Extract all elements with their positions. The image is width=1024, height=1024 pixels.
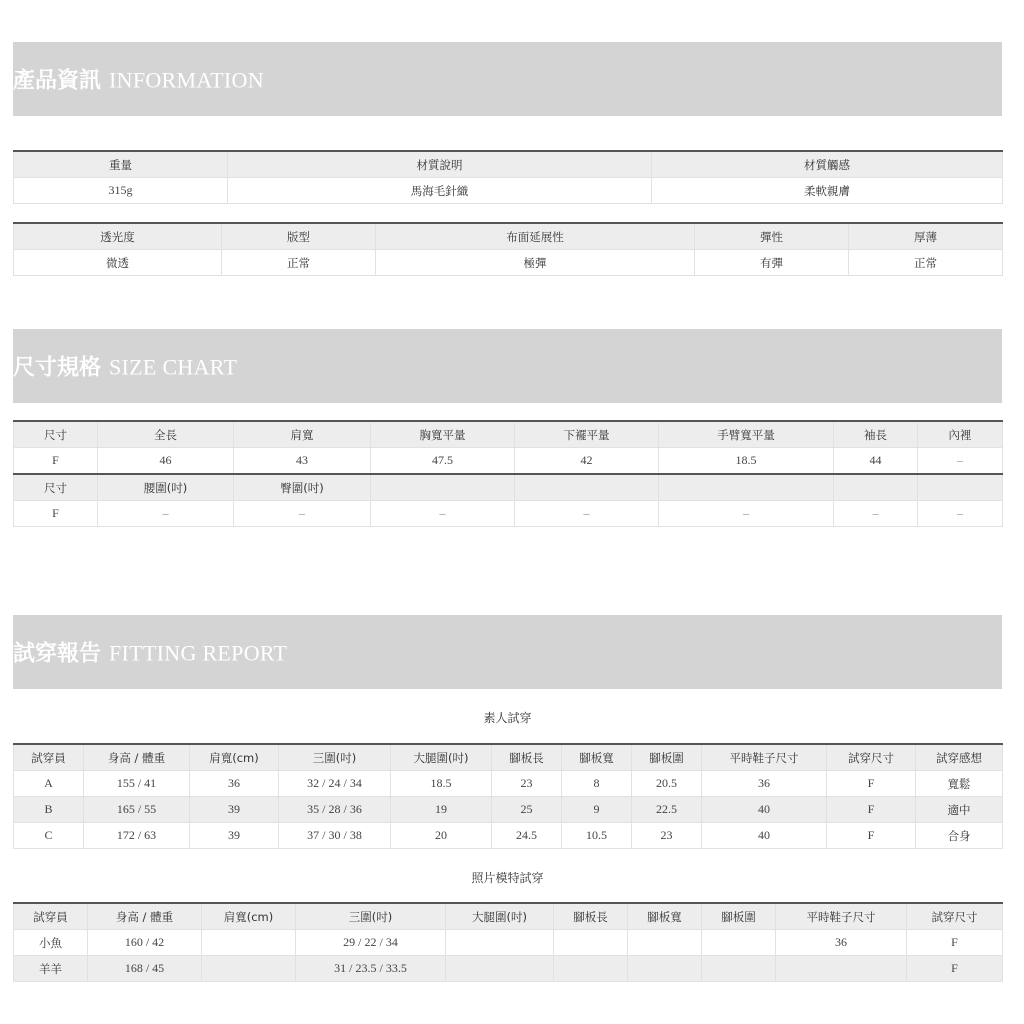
shoulder-header: 肩寬 bbox=[234, 421, 371, 448]
shoulder-cm: 39 bbox=[190, 797, 279, 823]
shoulder-cm: 39 bbox=[190, 823, 279, 849]
measurements: 37 / 30 / 38 bbox=[279, 823, 391, 849]
fitter-name: A bbox=[14, 771, 84, 797]
foot-width: 9 bbox=[562, 797, 632, 823]
waist-header: 腰圍(吋) bbox=[98, 474, 234, 501]
fitting-report-section-header bbox=[13, 615, 1002, 689]
empty-value: – bbox=[515, 501, 659, 527]
model-header-row bbox=[14, 903, 1003, 930]
shoulder-cm bbox=[202, 930, 296, 956]
thigh: 18.5 bbox=[391, 771, 492, 797]
height-weight-header: 身高 / 體重 bbox=[84, 744, 190, 771]
size-value-row-2 bbox=[14, 501, 1003, 527]
empty-header bbox=[659, 474, 834, 501]
measurements: 32 / 24 / 34 bbox=[279, 771, 391, 797]
hem-value: 42 bbox=[515, 448, 659, 475]
information-section-header bbox=[13, 42, 1002, 116]
height-weight: 155 / 41 bbox=[84, 771, 190, 797]
thigh bbox=[446, 930, 554, 956]
fitter-name: C bbox=[14, 823, 84, 849]
foot-girth: 22.5 bbox=[632, 797, 702, 823]
height-weight: 168 / 45 bbox=[88, 956, 202, 982]
hip-header: 臀圍(吋) bbox=[234, 474, 371, 501]
hem-header: 下襬平量 bbox=[515, 421, 659, 448]
height-weight-header: 身高 / 體重 bbox=[88, 903, 202, 930]
empty-header bbox=[918, 474, 1003, 501]
shoulder-cm: 36 bbox=[190, 771, 279, 797]
information-title bbox=[13, 64, 264, 95]
measurements: 29 / 22 / 34 bbox=[296, 930, 446, 956]
fit-type-value: 正常 bbox=[222, 250, 376, 276]
fitting-report-title-en: FITTING REPORT bbox=[109, 640, 288, 666]
empty-value: – bbox=[834, 501, 918, 527]
measurements: 35 / 28 / 36 bbox=[279, 797, 391, 823]
transparency-header: 透光度 bbox=[14, 223, 222, 250]
sleeve-header: 袖長 bbox=[834, 421, 918, 448]
thickness-value: 正常 bbox=[849, 250, 1003, 276]
size-chart-title bbox=[13, 351, 237, 382]
length-value: 46 bbox=[98, 448, 234, 475]
height-weight: 160 / 42 bbox=[88, 930, 202, 956]
empty-header bbox=[371, 474, 515, 501]
thigh-header: 大腿圍(吋) bbox=[391, 744, 492, 771]
fitter-name: B bbox=[14, 797, 84, 823]
empty-value: – bbox=[371, 501, 515, 527]
foot-girth: 20.5 bbox=[632, 771, 702, 797]
thigh-header: 大腿圍(吋) bbox=[446, 903, 554, 930]
foot-girth bbox=[702, 956, 776, 982]
foot-length: 25 bbox=[492, 797, 562, 823]
information-title-zh: 產品資訊 bbox=[13, 68, 102, 94]
fit-size: F bbox=[907, 930, 1003, 956]
empty-value: – bbox=[659, 501, 834, 527]
material-desc-value: 馬海毛針織 bbox=[228, 178, 652, 204]
material-feel-header: 材質觸感 bbox=[652, 151, 1003, 178]
material-table bbox=[13, 150, 1003, 204]
arm-width-value: 18.5 bbox=[659, 448, 834, 475]
elasticity-value: 有彈 bbox=[695, 250, 849, 276]
shoe-size: 36 bbox=[776, 930, 907, 956]
chest-header: 胸寬平量 bbox=[371, 421, 515, 448]
sleeve-value: 44 bbox=[834, 448, 918, 475]
measurements-header: 三圍(吋) bbox=[296, 903, 446, 930]
measurements-header: 三圍(吋) bbox=[279, 744, 391, 771]
fit-type-header: 版型 bbox=[222, 223, 376, 250]
table-row bbox=[14, 930, 1003, 956]
foot-girth-header: 腳板圍 bbox=[632, 744, 702, 771]
fit-feedback: 寬鬆 bbox=[916, 771, 1003, 797]
size-chart-table bbox=[13, 420, 1003, 527]
chest-value: 47.5 bbox=[371, 448, 515, 475]
size-header-2: 尺寸 bbox=[14, 474, 98, 501]
foot-length bbox=[554, 956, 628, 982]
amateur-fitting-caption: 素人試穿 bbox=[483, 711, 532, 725]
foot-length-header: 腳板長 bbox=[554, 903, 628, 930]
model-name: 小魚 bbox=[14, 930, 88, 956]
table-row bbox=[14, 823, 1003, 849]
table-row bbox=[14, 797, 1003, 823]
fabric-properties-table bbox=[13, 222, 1003, 276]
shoe-size: 40 bbox=[702, 823, 827, 849]
foot-girth: 23 bbox=[632, 823, 702, 849]
foot-girth-header: 腳板圍 bbox=[702, 903, 776, 930]
foot-length: 24.5 bbox=[492, 823, 562, 849]
fit-size-header: 試穿尺寸 bbox=[827, 744, 916, 771]
thickness-header: 厚薄 bbox=[849, 223, 1003, 250]
size-header-row-2 bbox=[14, 474, 1003, 501]
foot-width bbox=[628, 930, 702, 956]
fit-feedback: 合身 bbox=[916, 823, 1003, 849]
lining-header: 內裡 bbox=[918, 421, 1003, 448]
material-feel-value: 柔軟親膚 bbox=[652, 178, 1003, 204]
foot-width-header: 腳板寬 bbox=[628, 903, 702, 930]
model-fitting-table bbox=[13, 902, 1003, 982]
shoulder-cm-header: 肩寬(cm) bbox=[190, 744, 279, 771]
foot-width: 10.5 bbox=[562, 823, 632, 849]
weight-value: 315g bbox=[14, 178, 228, 204]
size-value-2: F bbox=[14, 501, 98, 527]
fit-size: F bbox=[827, 771, 916, 797]
shoe-size bbox=[776, 956, 907, 982]
table-row bbox=[14, 956, 1003, 982]
fit-size-header: 試穿尺寸 bbox=[907, 903, 1003, 930]
foot-length bbox=[554, 930, 628, 956]
empty-header bbox=[834, 474, 918, 501]
fitting-report-title bbox=[13, 637, 287, 668]
empty-header bbox=[515, 474, 659, 501]
material-desc-header: 材質說明 bbox=[228, 151, 652, 178]
shoe-size-header: 平時鞋子尺寸 bbox=[702, 744, 827, 771]
table-row bbox=[14, 771, 1003, 797]
fitting-table bbox=[13, 743, 1003, 849]
fit-feedback: 適中 bbox=[916, 797, 1003, 823]
fit-size: F bbox=[827, 823, 916, 849]
thigh: 19 bbox=[391, 797, 492, 823]
size-header-row-1 bbox=[14, 421, 1003, 448]
shoe-size: 36 bbox=[702, 771, 827, 797]
fitting-header-row bbox=[14, 744, 1003, 771]
elasticity-header: 彈性 bbox=[695, 223, 849, 250]
shoulder-cm-header: 肩寬(cm) bbox=[202, 903, 296, 930]
transparency-value: 微透 bbox=[14, 250, 222, 276]
empty-value: – bbox=[918, 501, 1003, 527]
foot-width: 8 bbox=[562, 771, 632, 797]
shoe-size-header: 平時鞋子尺寸 bbox=[776, 903, 907, 930]
thigh bbox=[446, 956, 554, 982]
fitter-header: 試穿員 bbox=[14, 903, 88, 930]
size-chart-section-header bbox=[13, 329, 1002, 403]
fit-size: F bbox=[827, 797, 916, 823]
thigh: 20 bbox=[391, 823, 492, 849]
shoe-size: 40 bbox=[702, 797, 827, 823]
model-fitting-caption: 照片模特試穿 bbox=[471, 871, 544, 885]
weight-header: 重量 bbox=[14, 151, 228, 178]
waist-value: – bbox=[98, 501, 234, 527]
fitter-header: 試穿員 bbox=[14, 744, 84, 771]
height-weight: 172 / 63 bbox=[84, 823, 190, 849]
size-header: 尺寸 bbox=[14, 421, 98, 448]
information-title-en: INFORMATION bbox=[109, 67, 264, 93]
lining-value: – bbox=[918, 448, 1003, 475]
foot-length: 23 bbox=[492, 771, 562, 797]
stretch-header: 布面延展性 bbox=[376, 223, 695, 250]
size-chart-title-en: SIZE CHART bbox=[109, 354, 238, 380]
length-header: 全長 bbox=[98, 421, 234, 448]
arm-width-header: 手臂寬平量 bbox=[659, 421, 834, 448]
model-name: 羊羊 bbox=[14, 956, 88, 982]
size-value: F bbox=[14, 448, 98, 475]
size-value-row-1 bbox=[14, 448, 1003, 475]
fit-size: F bbox=[907, 956, 1003, 982]
size-chart-title-zh: 尺寸規格 bbox=[13, 355, 102, 381]
fit-feedback-header: 試穿感想 bbox=[916, 744, 1003, 771]
foot-girth bbox=[702, 930, 776, 956]
stretch-value: 極彈 bbox=[376, 250, 695, 276]
foot-width-header: 腳板寬 bbox=[562, 744, 632, 771]
shoulder-value: 43 bbox=[234, 448, 371, 475]
height-weight: 165 / 55 bbox=[84, 797, 190, 823]
shoulder-cm bbox=[202, 956, 296, 982]
fitting-report-title-zh: 試穿報告 bbox=[13, 641, 102, 667]
foot-width bbox=[628, 956, 702, 982]
foot-length-header: 腳板長 bbox=[492, 744, 562, 771]
hip-value: – bbox=[234, 501, 371, 527]
measurements: 31 / 23.5 / 33.5 bbox=[296, 956, 446, 982]
